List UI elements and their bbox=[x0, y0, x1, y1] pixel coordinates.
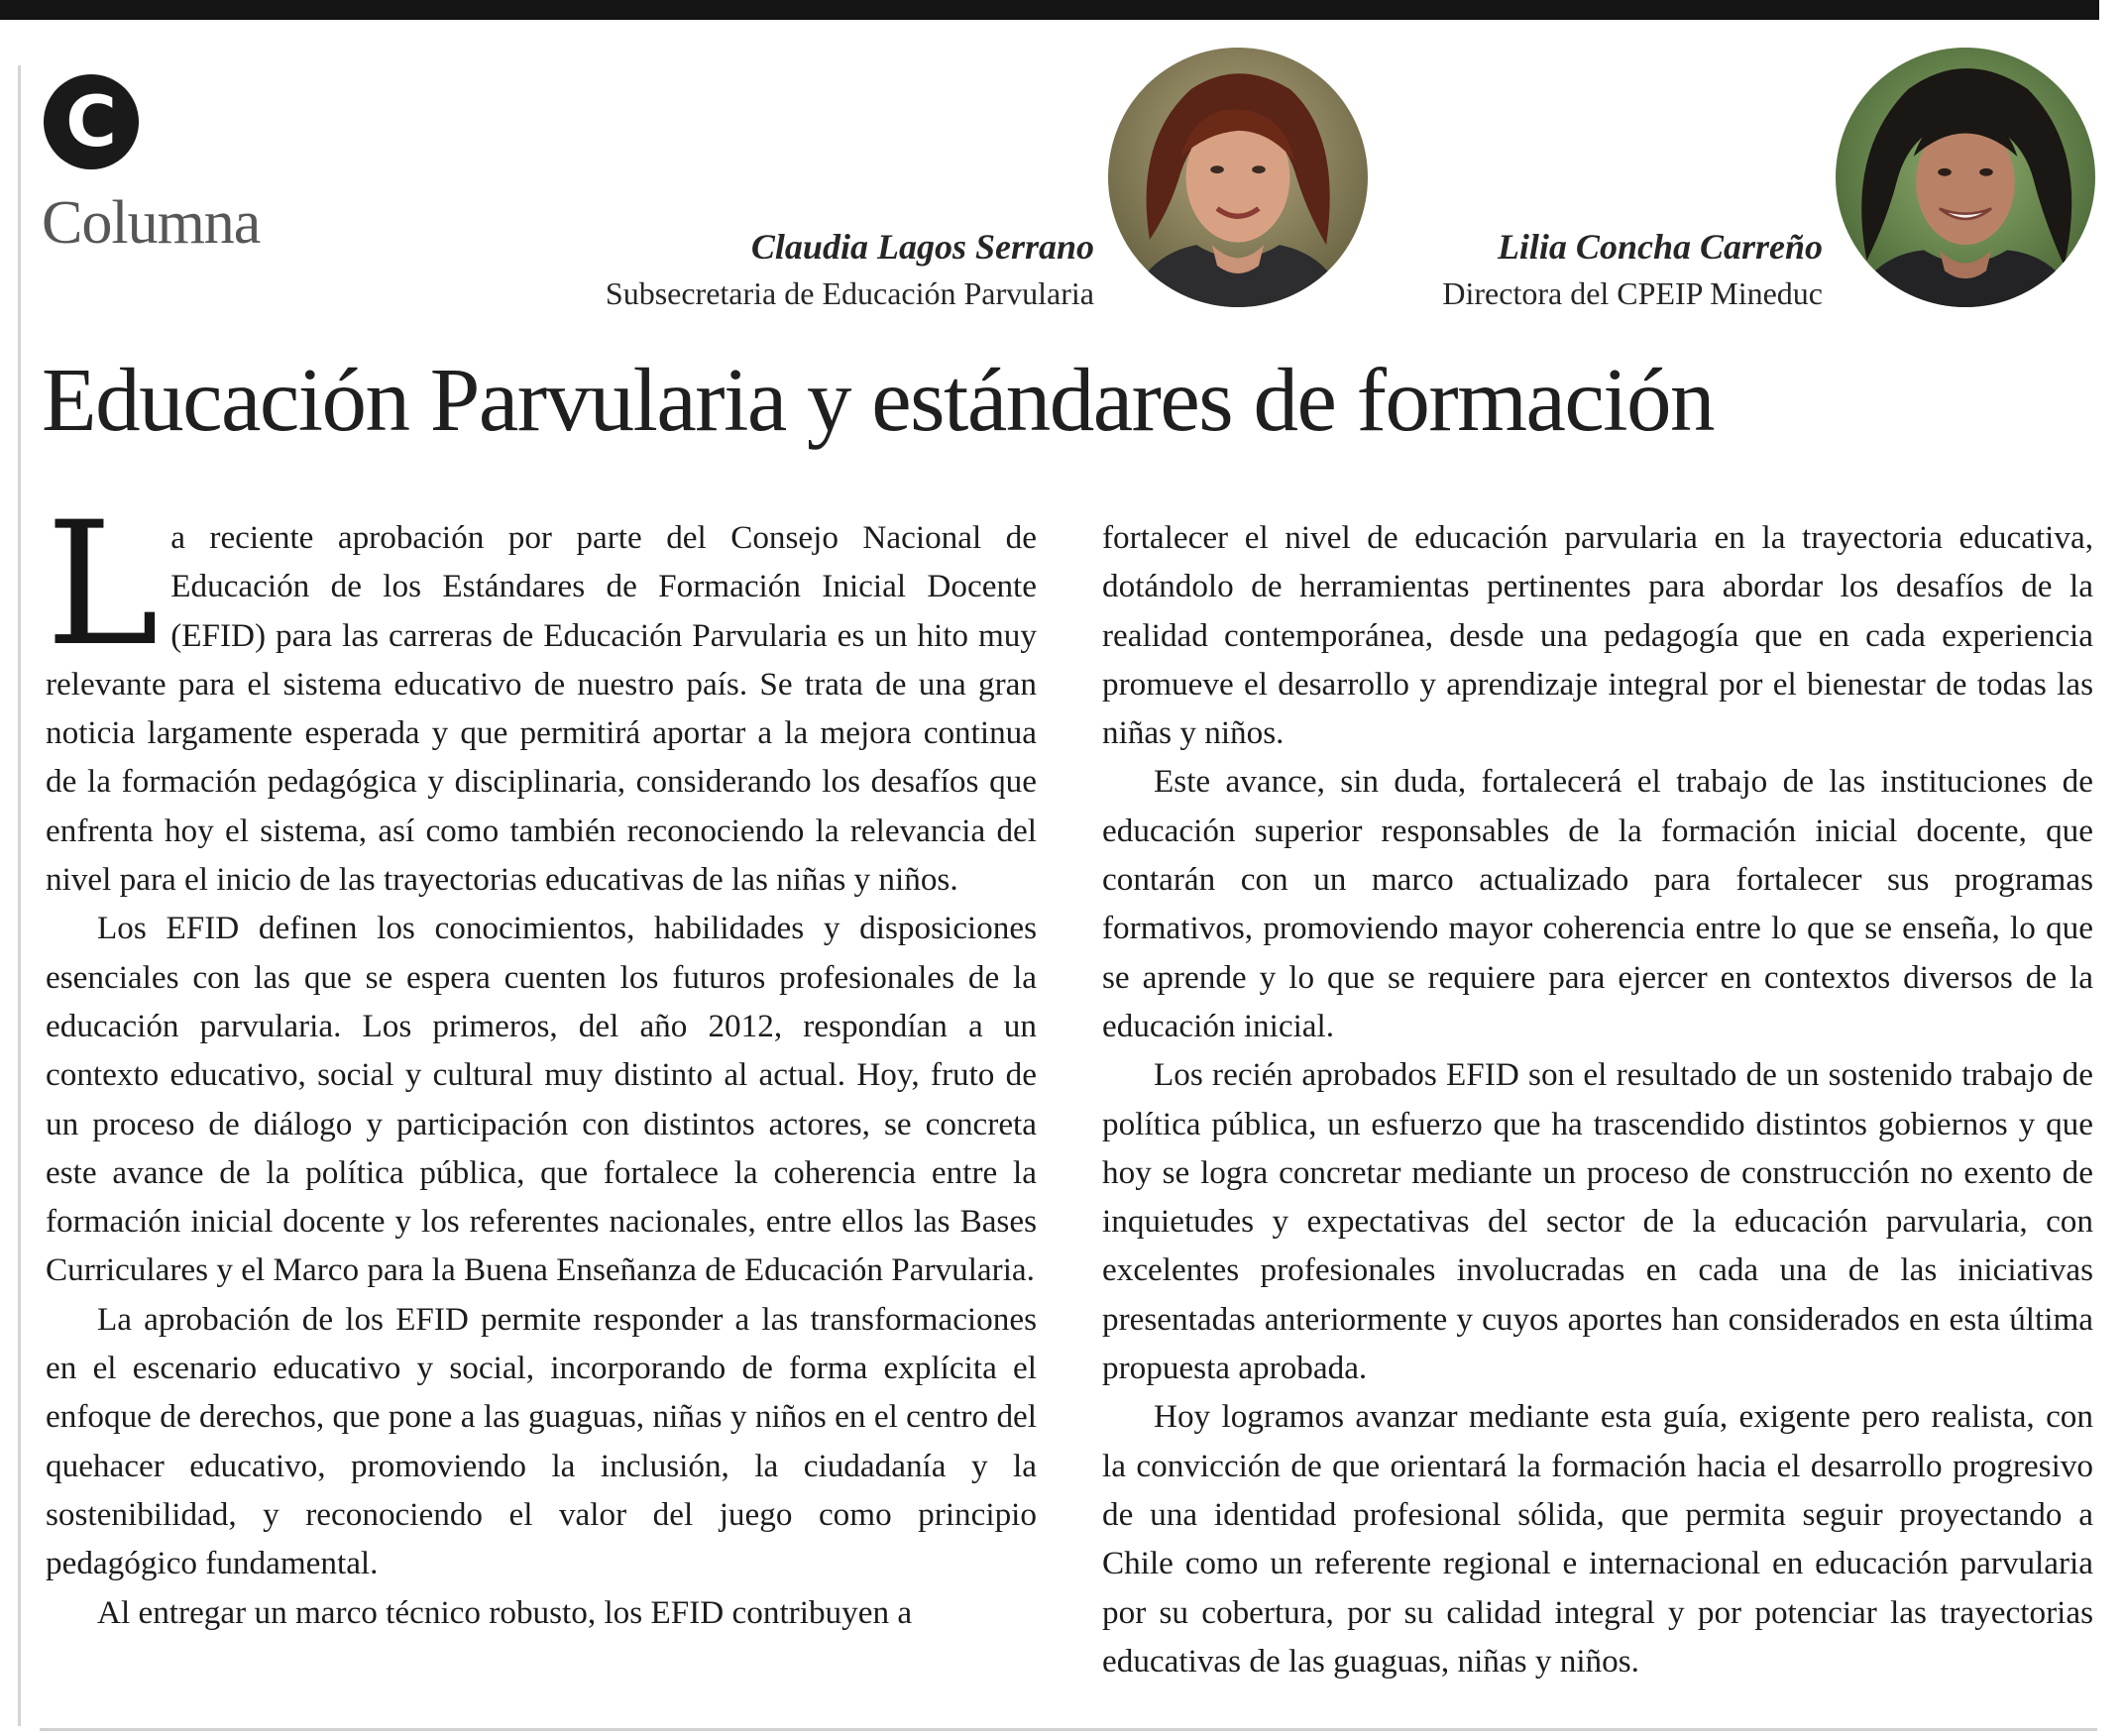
author-byline-1 bbox=[606, 226, 1094, 312]
paragraph-text: a reciente aprobación por parte del Consejo Nacional de Educación de los Estándares de Formación Inicial Docente (EFID) para las carreras de Educación Parvularia es un hito muy relevante para el sistema educativo de nuestro país. Se trata de una gran noticia largamente esperada y que permitirá aportar a la mejora continua de la formación pedagógica y disciplinaria, considerando los desafíos que enfrenta hoy el sistema, así como también reconociendo la relevancia del nivel para el inicio de las trayectorias educativas de las niñas y niños. bbox=[46, 519, 1037, 899]
top-rule bbox=[0, 0, 2099, 20]
author-name: Lilia Concha Carreño bbox=[1497, 227, 1823, 267]
article-paragraph: Hoy logramos avanzar mediante esta guía, exigente pero realista, con la convicción de que orientará la formación hacia el desarrollo progresivo de una identidad profesional sólida, que permita seguir proyectando a Chile como un referente regional e internacional en educación parvularia por su cobertura, por su calidad integral y por potenciar las trayectorias educativas de las guaguas, niñas y niños. bbox=[1102, 1398, 2093, 1680]
article-column-right bbox=[1102, 513, 2093, 1685]
column-badge bbox=[44, 74, 139, 169]
bottom-rule bbox=[40, 1728, 2097, 1731]
portrait-illustration-2 bbox=[1836, 48, 2095, 307]
portrait-illustration-1 bbox=[1108, 48, 1368, 307]
author-photo-1 bbox=[1108, 48, 1368, 307]
author-role: Subsecretaria de Educación Parvularia bbox=[605, 275, 1094, 311]
left-margin-rule bbox=[18, 65, 21, 1726]
author-name: Claudia Lagos Serrano bbox=[750, 227, 1094, 267]
author-byline-2 bbox=[1442, 226, 1823, 312]
article-paragraph: Al entregar un marco técnico robusto, los EFID contribuyen a bbox=[97, 1593, 913, 1631]
article-paragraph: Los EFID definen los conocimientos, habilidades y disposiciones esenciales con las que se espera cuenten los futuros profesionales de la educación parvularia. Los primeros, del año 2012, respondían a un contexto educativo, social y cultural muy distinto al actual. Hoy, fruto de un proceso de diálogo y participación con distintos actores, se concreta este avance de la política pública, que fortalece la coherencia entre la formación inicial docente y los referentes nacionales, entre ellos las Bases Curriculares y el Marco para la Buena Enseñanza de Educación Parvularia. bbox=[46, 910, 1037, 1289]
article-paragraph: fortalecer el nivel de educación parvularia en la trayectoria educativa, dotándolo de herramientas pertinentes para abordar los desafíos de la realidad contemporánea, desde una pedagogía que en cada experiencia promueve el desarrollo y aprendizaje integral por el bienestar de todas las niñas y niños. bbox=[1102, 519, 2093, 752]
drop-cap: L bbox=[46, 485, 160, 684]
author-role: Directora del CPEIP Mineduc bbox=[1442, 275, 1823, 311]
article-paragraph: Los recién aprobados EFID son el resultado de un sostenido trabajo de política pública, un esfuerzo que ha trascendido distintos gobiernos y que hoy se logra concretar mediante un proceso de construcción no exento de inquietudes y expectativas del sector de la educación parvularia, con excelentes profesionales involucradas en cada una de las iniciativas presentadas anteriormente y cuyos aportes han considerados en esta última propuesta aprobada. bbox=[1102, 1056, 2093, 1387]
article-column-left bbox=[46, 485, 1037, 1637]
article-paragraph: La aprobación de los EFID permite responder a las transformaciones en el escenario educativo y social, incorporando de forma explícita el enfoque de derechos, que pone a las guaguas, niñas y niños en el centro del quehacer educativo, promoviendo la inclusión, la ciudadanía y la sostenibilidad, y reconociendo el valor del juego como principio pedagógico fundamental. bbox=[46, 1300, 1037, 1582]
article-paragraph: Este avance, sin duda, fortalecerá el trabajo de las instituciones de educación superior responsables de la formación inicial docente, que contarán con un marco actualizado para fortalecer sus programas formativos, promoviendo mayor coherencia entre lo que se enseña, lo que se aprende y lo que se requiere para ejercer en contextos diversos de la educación inicial. bbox=[1102, 763, 2093, 1044]
author-photo-2 bbox=[1836, 48, 2095, 307]
column-badge-letter: C bbox=[65, 81, 117, 163]
article-paragraph bbox=[46, 485, 1037, 904]
headline: Educación Parvularia y estándares de formación bbox=[42, 350, 1715, 450]
section-label: Columna bbox=[42, 189, 261, 257]
